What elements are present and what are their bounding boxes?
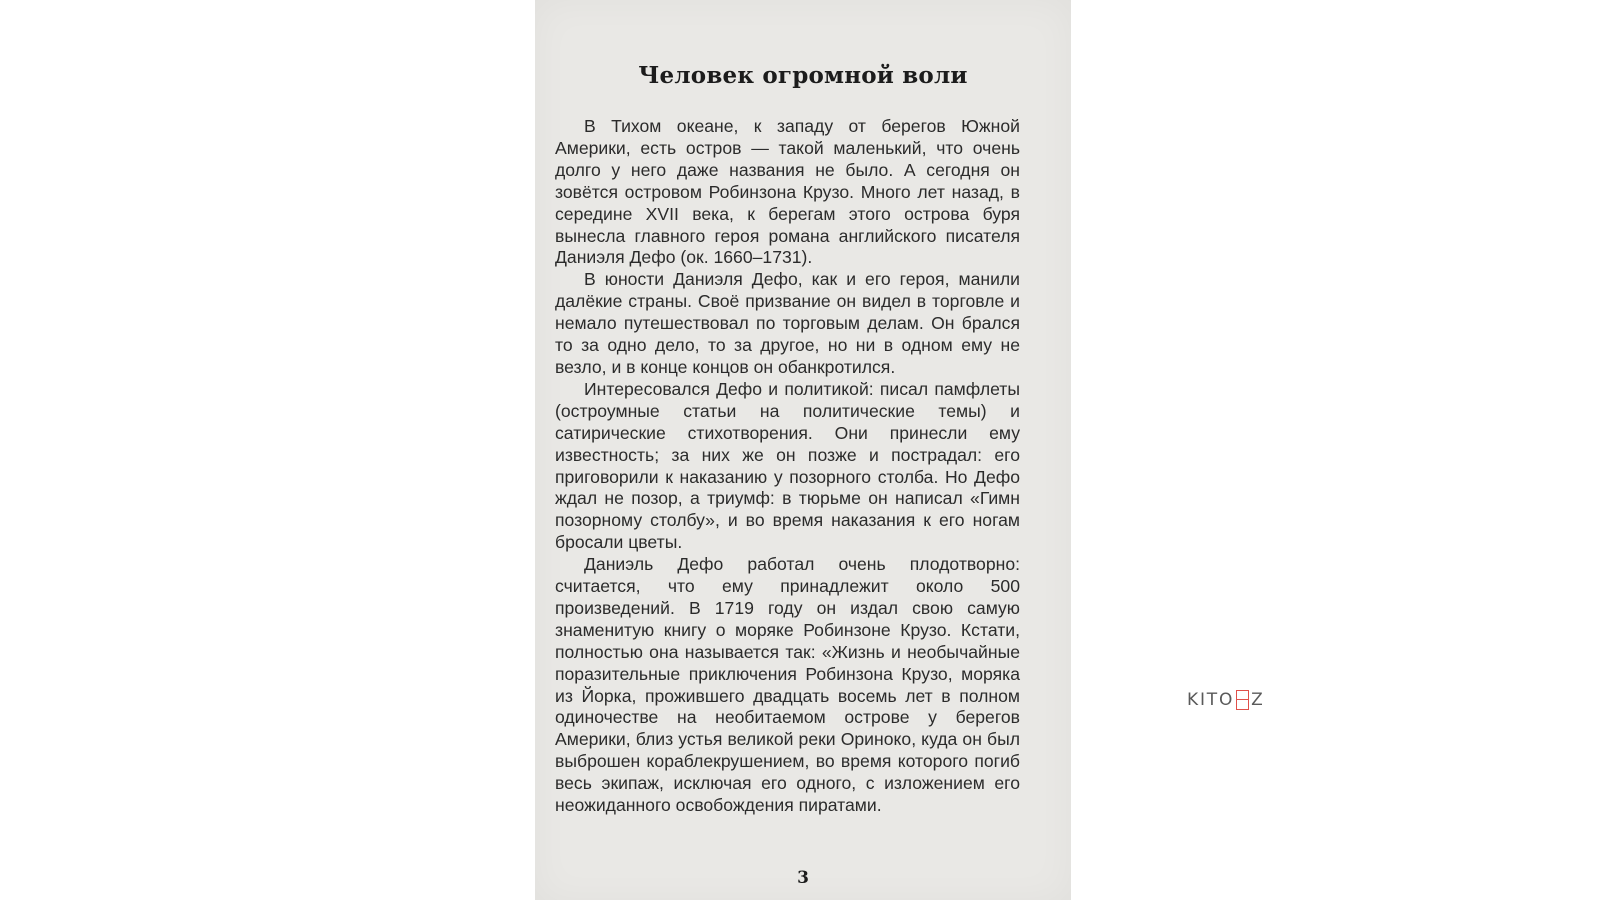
kitobz-logo: [1187, 689, 1265, 711]
paragraph: В Тихом океане, к западу от берегов Южной Америки, есть остров — такой маленький, что очень долго у него даже названия не было. А сегодня он зовётся островом Робинзона Крузо. Много лет назад, в середине XVII века, к берегам этого острова буря вынесла главного героя романа английского писателя Даниэля Дефо (ок. 1660–1731).: [555, 116, 1020, 268]
paragraph: В юности Даниэля Дефо, как и его героя, манили далёкие страны. Своё призвание он видел в торговле и немало путешествовал по торговым делам. Он брался то за одно дело, то за другое, но ни в одном ему не везло, и в конце концов он обанкротился.: [555, 269, 1020, 377]
logo-b-glyph: [1236, 690, 1249, 710]
paragraph: Интересовался Дефо и политикой: писал памфлеты (остроумные статьи на политические темы) и сатирические стихотворения. Они принесли ему известность; за них же он позже и пострадал: его приговорили к наказанию у позорного столба. Но Дефо ждал не позор, а триумф: в тюрьме он написал «Гимн позорному столбу», и во время наказания к его ногам бросали цветы.: [555, 378, 1020, 553]
page-title: Человек огромной воли: [638, 62, 968, 89]
logo-text-left: KITO: [1187, 690, 1235, 710]
page-number: 3: [797, 868, 809, 888]
paragraph: Даниэль Дефо работал очень плодотворно: считается, что ему принадлежит около 500 произведений. В 1719 году он издал свою самую знаменитую книгу о моряке Робинзоне Крузо. Кстати, полностью она называется так: «Жизнь и необычайные поразительные приключения Робинзона Крузо, моряка из Йорка, прожившего двадцать восемь лет в полном одиночестве на необитаемом острове у берегов Америки, близ устья великой реки Ориноко, куда он был выброшен кораблекрушением, во время которого погиб весь экипаж, исключая его одного, с изложением его неожиданного освобождения пиратами.: [555, 554, 1020, 816]
body-text: [555, 116, 1020, 817]
book-page: [535, 0, 1071, 900]
logo-text-right: Z: [1251, 690, 1265, 710]
